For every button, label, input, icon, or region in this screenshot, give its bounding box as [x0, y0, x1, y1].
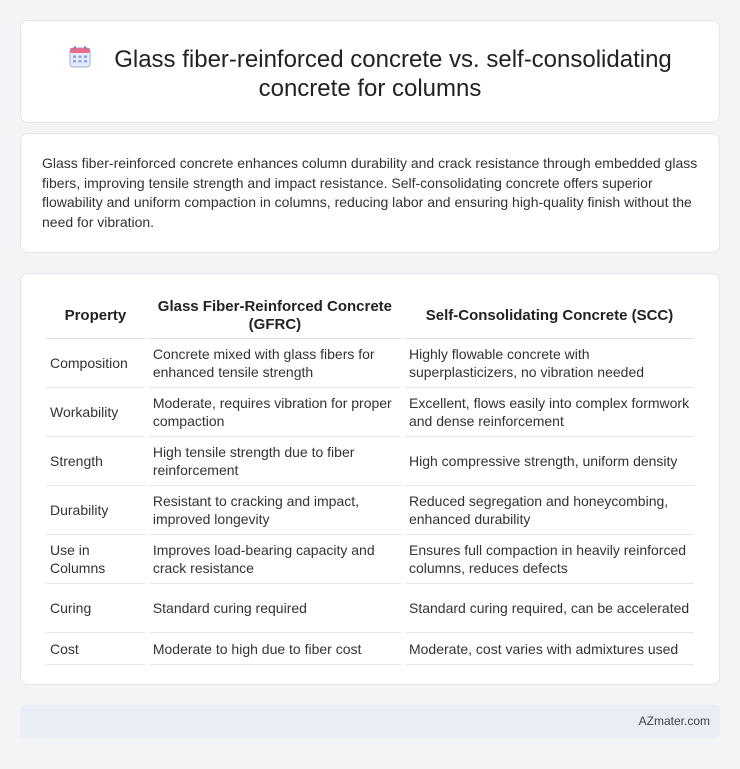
comparison-table	[42, 294, 698, 665]
table-row	[46, 584, 694, 633]
cell-property: Workability	[46, 388, 145, 437]
cell-property: Use in Columns	[46, 535, 145, 584]
table-row	[46, 535, 694, 584]
cell-gfrc: Standard curing required	[149, 584, 401, 633]
cell-property: Durability	[46, 486, 145, 535]
summary-text: Glass fiber-reinforced concrete enhances column durability and crack resistance through embedded glass fibers, improving tensile strength and impact resistance. Self-consolidating concrete offers superior flowability and uniform compaction in columns, reducing labor and ensuring high-quality finish without the need for vibration.	[42, 155, 698, 230]
title-card	[20, 20, 720, 123]
cell-scc: Reduced segregation and honeycombing, enhanced durability	[405, 486, 694, 535]
cell-property: Curing	[46, 584, 145, 633]
cell-gfrc: Moderate to high due to fiber cost	[149, 633, 401, 665]
table-row	[46, 486, 694, 535]
cell-scc: Excellent, flows easily into complex formwork and dense reinforcement	[405, 388, 694, 437]
cell-property: Cost	[46, 633, 145, 665]
cell-gfrc: Improves load-bearing capacity and crack resistance	[149, 535, 401, 584]
cell-property: Strength	[46, 437, 145, 486]
cell-scc: Moderate, cost varies with admixtures used	[405, 633, 694, 665]
cell-gfrc: Moderate, requires vibration for proper compaction	[149, 388, 401, 437]
cell-gfrc: Concrete mixed with glass fibers for enhanced tensile strength	[149, 339, 401, 388]
header-property: Property	[46, 294, 145, 339]
cell-scc: High compressive strength, uniform density	[405, 437, 694, 486]
header-gfrc: Glass Fiber-Reinforced Concrete (GFRC)	[149, 294, 401, 339]
table-row	[46, 339, 694, 388]
cell-gfrc: High tensile strength due to fiber reinforcement	[149, 437, 401, 486]
table-row	[46, 388, 694, 437]
page-title: Glass fiber-reinforced concrete vs. self-consolidating concrete for columns	[114, 46, 672, 102]
summary-card	[20, 133, 720, 253]
cell-scc: Standard curing required, can be accelerated	[405, 584, 694, 633]
header-scc: Self-Consolidating Concrete (SCC)	[405, 294, 694, 339]
cell-scc: Ensures full compaction in heavily reinforced columns, reduces defects	[405, 535, 694, 584]
cell-scc: Highly flowable concrete with superplasticizers, no vibration needed	[405, 339, 694, 388]
footer-brand: AZmater.com	[638, 714, 710, 728]
cell-gfrc: Resistant to cracking and impact, improved longevity	[149, 486, 401, 535]
cell-property: Composition	[46, 339, 145, 388]
footer-bar	[20, 705, 720, 738]
calendar-icon	[68, 45, 92, 69]
table-row	[46, 633, 694, 665]
page-title-wrap	[21, 45, 719, 103]
table-row	[46, 437, 694, 486]
comparison-table-card	[20, 273, 720, 685]
table-header-row	[46, 294, 694, 339]
